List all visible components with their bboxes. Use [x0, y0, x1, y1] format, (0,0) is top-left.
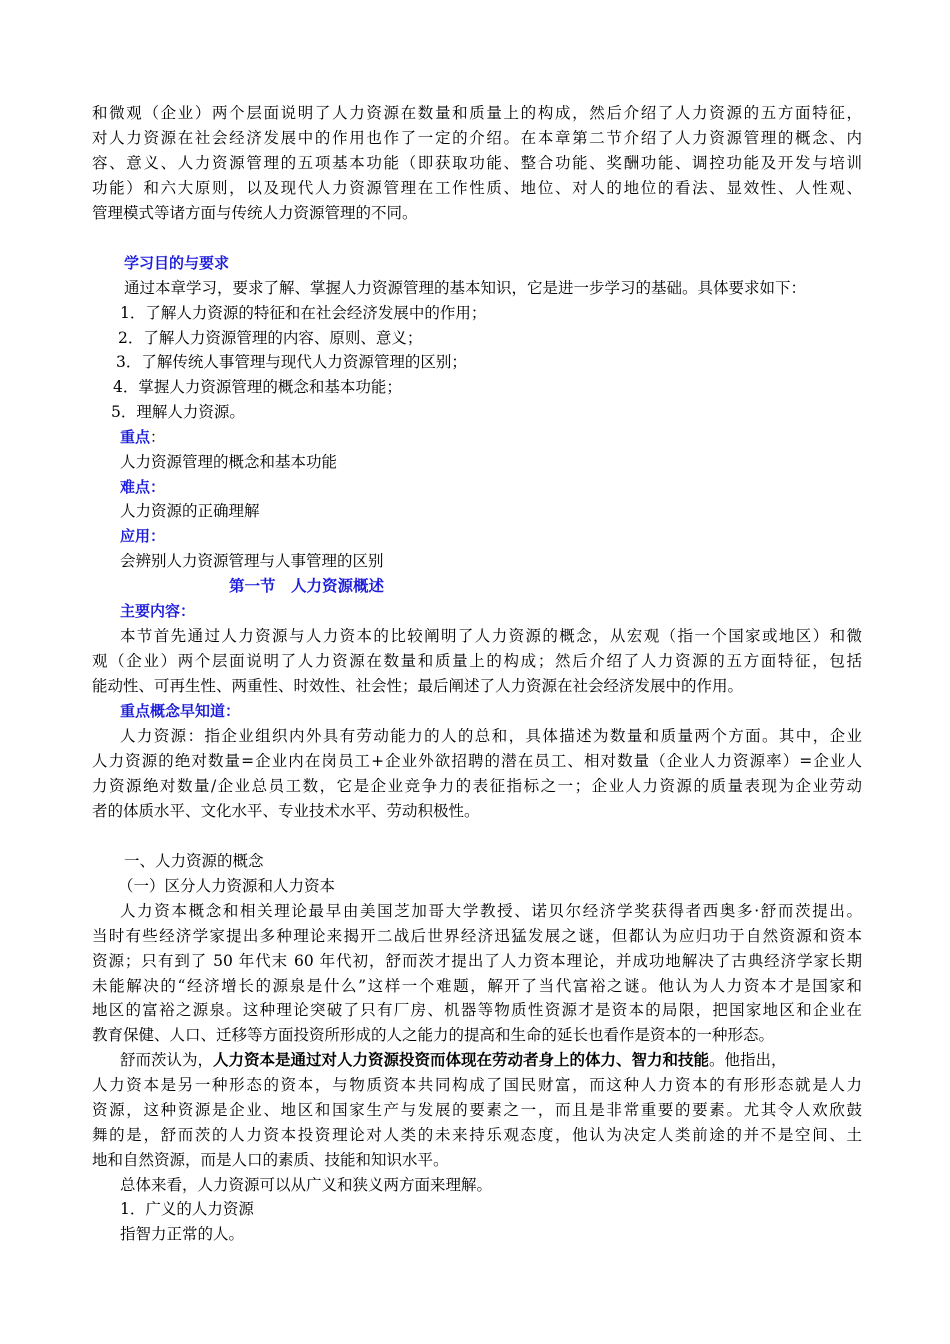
goals-heading: 学习目的与要求 — [124, 254, 230, 272]
intro-line: 和微观（企业）两个层面说明了人力资源在数量和质量上的构成，然后介绍了人力资源的五方面特征， — [92, 104, 862, 122]
intro-line: 容、意义、人力资源管理的五项基本功能（即获取功能、整合功能、奖酬功能、调控功能及开发与培训 — [92, 154, 862, 172]
paragraph-line: 当时有些经济学家提出多种理论来揭开二战后世界经济迅猛发展之谜，但都认为应归功于自然资源和资本 — [92, 927, 862, 945]
key-concepts-line: 人力资源的绝对数量=企业内在岗员工+企业外欲招聘的潜在员工、相对数量（企业人力资源率）=企业人 — [92, 752, 862, 770]
key-concepts-line: 力资源绝对数量/企业总员工数，它是企业竞争力的表征指标之一；企业人力资源的质量表现为企业劳动 — [92, 777, 862, 795]
main-content-line: 本节首先通过人力资源与人力资本的比较阐明了人力资源的概念，从宏观（指一个国家或地区）和微 — [120, 627, 862, 645]
schultz-definition: 人力资本是通过对人力资源投资而体现在劳动者身上的体力、智力和技能 — [213, 1051, 710, 1069]
main-content-label: 主要内容： — [120, 602, 196, 620]
paragraph-line: 舞的是，舒而茨的人力资本投资理论对人类的未来持乐观态度，他认为决定人类前途的并不是空间、土 — [92, 1126, 862, 1144]
application-label: 应用： — [120, 527, 166, 545]
intro-line: 对人力资源在社会经济发展中的作用也作了一定的介绍。在本章第二节介绍了人力资源管理的概念、内 — [92, 129, 862, 147]
paragraph-line: 地区的富裕之源泉。这种理论突破了只有厂房、机器等物质性资源才是资本的局限，把国家地区和企业在 — [92, 1001, 862, 1019]
paragraph-line: 教育保健、人口、迁移等方面投资所形成的人之能力的提高和生命的延长也看作是资本的一种形态。 — [92, 1026, 775, 1044]
paragraph-line: 人力资本是另一种形态的资本，与物质资本共同构成了国民财富，而这种人力资本的有形形态就是人力 — [92, 1076, 862, 1094]
goals-lead: 通过本章学习，要求了解、掌握人力资源管理的基本知识，它是进一步学习的基础。具体要求如下： — [124, 279, 807, 297]
main-content-line: 能动性、可再生性、两重性、时效性、社会性；最后阐述了人力资源在社会经济发展中的作用。 — [92, 677, 744, 695]
goal-item: 4．掌握人力资源管理的概念和基本功能； — [113, 378, 402, 396]
paragraph-line: 资源；只有到了 50 年代末 60 年代初，舒而茨才提出了人力资本理论，并成功地解决了古典经济学家长期 — [92, 952, 862, 970]
key-point-text: 人力资源管理的概念和基本功能 — [120, 453, 338, 471]
difficult-point-label: 难点： — [120, 478, 166, 496]
difficult-point-text: 人力资源的正确理解 — [120, 502, 260, 520]
goal-item: 1．了解人力资源的特征和在社会经济发展中的作用； — [120, 304, 487, 322]
section-heading-1: 一、人力资源的概念 — [124, 852, 264, 870]
main-content-line: 观（企业）两个层面说明了人力资源在数量和质量上的构成；然后介绍了人力资源的五方面特征，包括 — [92, 652, 862, 670]
summary-line: 总体来看，人力资源可以从广义和狭义两方面来理解。 — [120, 1176, 493, 1194]
paragraph-line: 地和自然资源，而是人口的素质、技能和知识水平。 — [92, 1151, 449, 1169]
intro-line: 管理模式等诸方面与传统人力资源管理的不同。 — [92, 204, 418, 222]
section-heading-2: （一）区分人力资源和人力资本 — [118, 877, 336, 895]
application-text: 会辨别人力资源管理与人事管理的区别 — [120, 552, 384, 570]
goal-item: 3．了解传统人事管理与现代人力资源管理的区别； — [116, 353, 467, 371]
key-concepts-line: 者的体质水平、文化水平、专业技术水平、劳动积极性。 — [92, 802, 480, 820]
key-concepts-label: 重点概念早知道： — [120, 702, 241, 720]
section-title: 第一节 人力资源概述 — [229, 577, 385, 595]
intro-line: 功能）和六大原则，以及现代人力资源管理在工作性质、地位、对人的地位的看法、显效性、人性观、 — [92, 179, 862, 197]
goal-item: 2．了解人力资源管理的内容、原则、意义； — [118, 329, 423, 347]
list-item: 1．广义的人力资源 — [120, 1200, 254, 1218]
list-item-text: 指智力正常的人。 — [120, 1225, 245, 1243]
schultz-line: 舒而茨认为，人力资本是通过对人力资源投资而体现在劳动者身上的体力、智力和技能。他指出， — [120, 1051, 787, 1069]
paragraph-line: 资源，这种资源是企业、地区和国家生产与发展的要素之一，而且是非常重要的要素。尤其令人欢欣鼓 — [92, 1101, 862, 1119]
paragraph-line: 未能解决的“经济增长的源泉是什么”这样一个难题，解开了当代富裕之谜。他认为人力资本才是国家和 — [92, 977, 862, 995]
goal-item: 5．理解人力资源。 — [111, 403, 245, 421]
paragraph-line: 人力资本概念和相关理论最早由美国芝加哥大学教授、诺贝尔经济学奖获得者西奥多·舒而茨提出。 — [120, 902, 862, 920]
key-point-label: 重点： — [120, 428, 166, 446]
key-concepts-line: 人力资源：指企业组织内外具有劳动能力的人的总和，具体描述为数量和质量两个方面。其中，企业 — [120, 727, 862, 745]
